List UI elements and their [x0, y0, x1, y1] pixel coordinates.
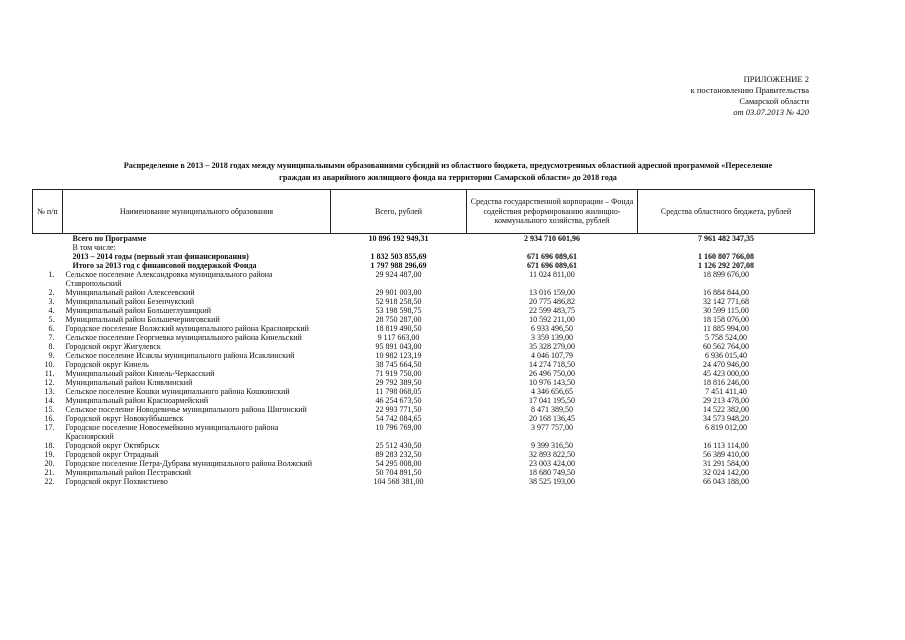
regional-amount: 32 142 771,68	[703, 297, 749, 306]
regional-amount: 6 936 015,40	[705, 351, 747, 360]
row-number: 16.	[44, 414, 55, 423]
row-number: 7.	[48, 333, 55, 342]
total-amount: 10 982 123,19	[375, 351, 422, 360]
table-row	[33, 369, 815, 378]
regional-amount: 11 885 994,00	[703, 324, 749, 333]
table-row	[33, 477, 815, 486]
total-amount: 1 797 988 296,69	[370, 261, 427, 270]
regional-amount: 60 562 764,00	[703, 342, 749, 351]
fund-amount: 38 525 193,00	[529, 477, 575, 486]
document-title	[48, 160, 848, 184]
fund-amount: 4 046 107,79	[531, 351, 573, 360]
row-number: 17.	[44, 423, 55, 432]
fund-amount: 671 696 089,61	[527, 252, 577, 261]
table-body	[33, 234, 815, 487]
fund-amount: 3 977 757,00	[531, 423, 573, 432]
municipality-name: Муниципальный район Кинель-Черкасский	[65, 369, 215, 378]
fund-amount: 18 680 749,50	[529, 468, 575, 477]
row-number: 4.	[48, 306, 55, 315]
total-amount: 38 745 664,50	[375, 360, 422, 369]
row-number	[33, 261, 63, 270]
row-number: 18.	[44, 441, 55, 450]
row-number: 6.	[48, 324, 55, 333]
regional-amount: 16 113 114,00	[703, 441, 749, 450]
row-number: 14.	[44, 396, 55, 405]
row-number	[33, 234, 63, 244]
total-amount: 10 896 192 949,31	[368, 234, 429, 243]
fund-amount: 9 399 316,50	[531, 441, 573, 450]
fund-amount: 17 041 195,50	[529, 396, 575, 405]
table-row	[33, 378, 815, 387]
header-name: Наименование муниципального образования	[63, 190, 331, 234]
total-amount: 25 512 430,50	[375, 441, 422, 450]
row-number: 22.	[44, 477, 55, 486]
table-row	[33, 252, 815, 261]
fund-amount: 14 274 718,50	[529, 360, 575, 369]
municipality-name: Сельское поселение Георгиевка муниципального района Кинельский	[65, 333, 302, 342]
total-amount: 54 295 008,00	[375, 459, 422, 468]
fund-amount: 26 496 750,00	[529, 369, 575, 378]
municipality-name: Муниципальный район Красноармейский	[65, 396, 209, 405]
row-number	[33, 243, 63, 252]
regional-amount: 7 961 482 347,35	[698, 234, 754, 243]
appendix-block	[609, 74, 809, 118]
table-row	[33, 360, 815, 369]
municipality-name: Городской округ Похвистнево	[65, 477, 168, 486]
row-number: 13.	[44, 387, 55, 396]
municipality-name: Муниципальный район Алексеевский	[65, 288, 195, 297]
total-amount	[331, 243, 467, 252]
table-row	[33, 261, 815, 270]
municipality-name: Всего по Программе	[72, 234, 147, 243]
table-row	[33, 459, 815, 468]
regional-amount: 45 423 000,00	[703, 369, 749, 378]
regional-amount: 31 291 584,00	[703, 459, 749, 468]
row-number: 20.	[44, 459, 55, 468]
title-line-2: граждан из аварийного жилищного фонда на территории Самарской области» до 2018 года	[279, 173, 617, 182]
regional-amount: 16 884 844,00	[703, 288, 749, 297]
regional-amount: 7 451 411,40	[705, 387, 747, 396]
fund-amount: 10 592 211,00	[529, 315, 575, 324]
fund-amount: 20 168 136,45	[529, 414, 575, 423]
appendix-title: ПРИЛОЖЕНИЕ 2	[743, 74, 809, 84]
municipality-name: Сельское поселение Кошки муниципального района Кошкинский	[65, 387, 290, 396]
regional-amount: 34 573 948,20	[703, 414, 749, 423]
header-regional: Средства областного бюджета, рублей	[638, 190, 815, 234]
municipality-name: Сельское поселение Новодевичье муниципального района Шигонский	[65, 405, 307, 414]
municipality-name: Городское поселение Петра-Дубрава муниципального района Волжский	[65, 459, 312, 468]
municipality-name: Муниципальный район Большеглушицкий	[65, 306, 212, 315]
municipality-name: Муниципальный район Большечерниговский	[65, 315, 220, 324]
regional-amount: 6 819 012,00	[705, 423, 747, 432]
total-amount: 18 819 490,50	[375, 324, 422, 333]
fund-amount	[467, 243, 638, 252]
row-number: 9.	[48, 351, 55, 360]
header-total: Всего, рублей	[331, 190, 467, 234]
row-number: 3.	[48, 297, 55, 306]
total-amount: 52 918 258,50	[375, 297, 422, 306]
municipality-name: Муниципальный район Клявлинский	[65, 378, 193, 387]
fund-amount: 20 775 486,82	[529, 297, 575, 306]
row-number: 21.	[44, 468, 55, 477]
total-amount: 104 568 381,00	[373, 477, 424, 486]
fund-amount: 3 359 139,00	[531, 333, 573, 342]
table-header-row	[33, 190, 815, 234]
table-row	[33, 423, 815, 441]
total-amount: 29 924 487,00	[375, 270, 422, 279]
municipality-name: Городской округ Отрадный	[65, 450, 159, 459]
regional-amount: 14 522 382,00	[703, 405, 749, 414]
title-line-1: Распределение в 2013 – 2018 годах между муниципальными образованиями субсидий из областного бюджета, предусмотренных областной адресной программой «Переселение	[123, 161, 773, 170]
municipality-name: В том числе:	[72, 243, 116, 252]
regional-amount: 29 213 478,00	[703, 396, 749, 405]
fund-amount: 2 934 710 601,96	[524, 234, 580, 243]
municipality-name: Сельское поселение Исаклы муниципального района Исаклинский	[65, 351, 295, 360]
row-number: 1.	[48, 270, 55, 279]
regional-amount	[638, 243, 815, 252]
municipality-name: Городское поселение Волжский муниципального района Красноярский	[65, 324, 309, 333]
row-number: 8.	[48, 342, 55, 351]
total-amount: 50 704 891,50	[375, 468, 422, 477]
total-amount: 10 796 769,00	[375, 423, 422, 432]
row-number: 15.	[44, 405, 55, 414]
regional-amount: 24 470 946,00	[703, 360, 749, 369]
row-number: 11.	[44, 369, 55, 378]
municipality-name: Городской округ Новокуйбышевск	[65, 414, 184, 423]
fund-amount: 10 976 143,50	[529, 378, 575, 387]
total-amount: 11 798 068,05	[375, 387, 422, 396]
table-row	[33, 234, 815, 244]
row-number: 19.	[44, 450, 55, 459]
total-amount: 29 901 003,00	[375, 288, 422, 297]
table-row	[33, 333, 815, 342]
table-row	[33, 441, 815, 450]
row-number: 12.	[44, 378, 55, 387]
total-amount: 46 254 673,50	[375, 396, 422, 405]
municipality-name: Сельское поселение Александровка муниципального района Ставропольский	[65, 270, 273, 288]
total-amount: 89 283 232,50	[375, 450, 422, 459]
table-row	[33, 270, 815, 288]
total-amount: 54 742 084,65	[375, 414, 422, 423]
fund-amount: 13 016 159,00	[529, 288, 575, 297]
regional-amount: 18 899 676,00	[703, 270, 749, 279]
total-amount: 95 891 043,00	[375, 342, 422, 351]
fund-amount: 22 599 483,75	[529, 306, 575, 315]
regional-amount: 5 758 524,00	[705, 333, 747, 342]
municipality-name: Итого за 2013 год с финансовой поддержкой Фонда	[72, 261, 257, 270]
regional-amount: 66 043 188,00	[703, 477, 749, 486]
table-row	[33, 297, 815, 306]
distribution-table	[32, 189, 815, 486]
header-num: № п/п	[33, 190, 63, 234]
total-amount: 9 117 663,00	[377, 333, 420, 342]
municipality-name: 2013 – 2014 годы (первый этап финансирования)	[72, 252, 249, 261]
table-row	[33, 468, 815, 477]
regional-amount: 1 160 807 766,08	[698, 252, 754, 261]
table-row	[33, 315, 815, 324]
municipality-name: Муниципальный район Пестравский	[65, 468, 192, 477]
table-row	[33, 405, 815, 414]
fund-amount: 4 346 656,65	[531, 387, 573, 396]
header-fund: Средства государственной корпорации – Фонда содействия реформированию жилищно-коммунального хозяйства, рублей	[467, 190, 638, 234]
fund-amount: 8 471 389,50	[531, 405, 573, 414]
table-row	[33, 288, 815, 297]
table-row	[33, 396, 815, 405]
fund-amount: 23 003 424,00	[529, 459, 575, 468]
municipality-name: Городской округ Октябрьск	[65, 441, 160, 450]
appendix-region: Самарской области	[739, 96, 809, 106]
row-number: 5.	[48, 315, 55, 324]
row-number: 10.	[44, 360, 55, 369]
fund-amount: 35 328 279,00	[529, 342, 575, 351]
regional-amount: 18 816 246,00	[703, 378, 749, 387]
regional-amount: 1 126 292 207,08	[698, 261, 754, 270]
municipality-name: Городской округ Кинель	[65, 360, 149, 369]
fund-amount: 32 893 822,50	[529, 450, 575, 459]
municipality-name: Городское поселение Новосемейкино муниципального района Красноярский	[65, 423, 279, 441]
total-amount: 71 919 750,00	[375, 369, 422, 378]
table-row	[33, 351, 815, 360]
regional-amount: 30 599 115,00	[703, 306, 749, 315]
table-row	[33, 450, 815, 459]
table-row	[33, 342, 815, 351]
row-number	[33, 252, 63, 261]
total-amount: 22 993 771,50	[375, 405, 422, 414]
fund-amount: 671 696 089,61	[527, 261, 577, 270]
total-amount: 53 198 598,75	[375, 306, 422, 315]
table-row	[33, 243, 815, 252]
total-amount: 1 832 503 855,69	[370, 252, 427, 261]
appendix-date-number: от 03.07.2013 № 420	[733, 107, 809, 117]
regional-amount: 18 158 076,00	[703, 315, 749, 324]
table-row	[33, 324, 815, 333]
regional-amount: 32 024 142,00	[703, 468, 749, 477]
appendix-resolution: к постановлению Правительства	[690, 85, 809, 95]
fund-amount: 6 933 496,50	[531, 324, 573, 333]
table-row	[33, 387, 815, 396]
table-row	[33, 306, 815, 315]
total-amount: 29 792 389,50	[375, 378, 422, 387]
fund-amount: 11 024 811,00	[529, 270, 575, 279]
table-row	[33, 414, 815, 423]
row-number: 2.	[48, 288, 55, 297]
municipality-name: Городской округ Жигулевск	[65, 342, 161, 351]
regional-amount: 56 389 410,00	[703, 450, 749, 459]
total-amount: 28 750 287,00	[375, 315, 422, 324]
municipality-name: Муниципальный район Безенчукский	[65, 297, 195, 306]
